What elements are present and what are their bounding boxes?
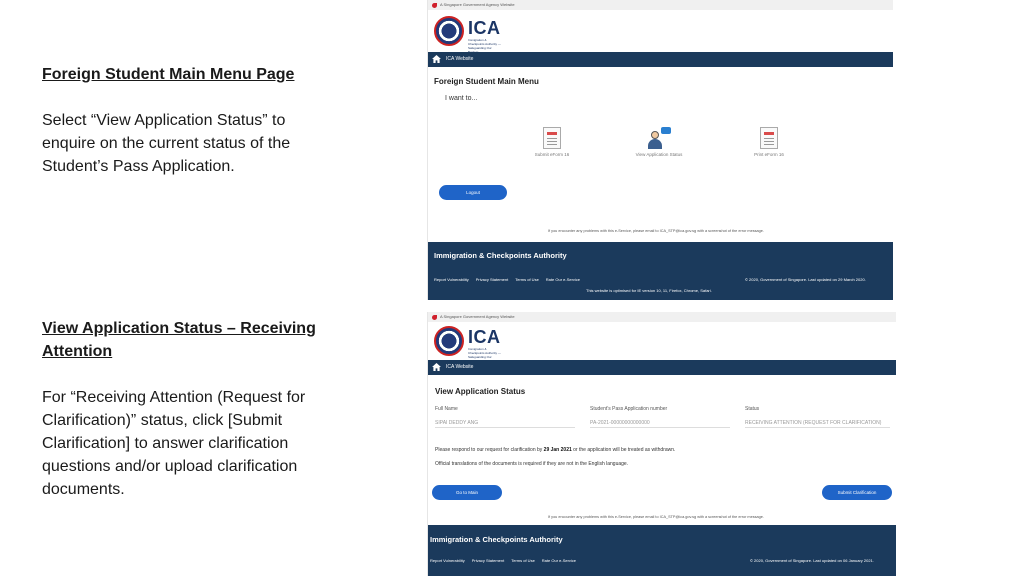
field-divider (590, 427, 730, 428)
translation-notice: Official translations of the documents is required if they are not in the English language. (435, 461, 629, 467)
status-label: Status (745, 406, 760, 412)
logout-button[interactable]: Logout (439, 185, 507, 200)
footer-title: Immigration & Checkpoints Authority (430, 535, 563, 544)
clarification-notice (435, 447, 675, 453)
page-title: View Application Status (435, 387, 526, 396)
report-vulnerability-link[interactable]: Report Vulnerability (430, 558, 465, 563)
terms-of-use-link[interactable]: Terms of Use (515, 277, 539, 282)
report-vulnerability-link[interactable]: Report Vulnerability (434, 277, 469, 282)
i-want-prompt: I want to... (445, 95, 478, 102)
footer-links (430, 558, 576, 563)
field-divider (435, 427, 575, 428)
caption-heading: Foreign Student Main Menu Page (42, 66, 295, 83)
privacy-statement-link[interactable]: Privacy Statement (471, 558, 505, 563)
logo-row (428, 322, 896, 360)
browser-note: This website is optimised for IE version 10, 11, Firefox, Chrome, Safari. (586, 288, 712, 293)
ica-logo-text[interactable]: ICA (468, 327, 501, 347)
footer-title: Immigration & Checkpoints Authority (434, 251, 567, 260)
application-number-value: PA-2021-00000000000000 (590, 420, 650, 426)
nav-bar (428, 52, 893, 67)
gov-banner-text: A Singapore Government Agency Website (440, 2, 515, 7)
site-footer (428, 242, 893, 300)
gov-banner (428, 0, 893, 10)
option-label: Submit eForm 16 (534, 152, 570, 157)
crest-icon (434, 326, 464, 356)
rate-eservice-link[interactable]: Rate Our e-Service (545, 277, 581, 282)
home-icon[interactable] (432, 363, 441, 371)
help-note: If you encounter any problems with this e-Service, please email to ICA_STP@ica.gov.sg with a screenshot of the error message. (548, 229, 764, 233)
crest-icon (434, 16, 464, 46)
page-title: Foreign Student Main Menu (434, 77, 539, 86)
notice-prefix: Please respond to our request for clarification by (435, 447, 544, 453)
ica-logo-tagline: Immigration & Checkpoints Authority — Safeguarding Our (468, 38, 501, 50)
caption-body: Select “View Application Status” to enquire on the current status of the Student’s Pass Application. (42, 112, 291, 175)
gov-banner (428, 312, 896, 322)
view-status-content (428, 375, 896, 530)
caption-heading: View Application Status – Receiving Attention (42, 320, 316, 360)
nav-bar (428, 360, 896, 375)
option-label: View Application Status (635, 152, 683, 157)
caption-body: For “Receiving Attention (Request for Clarification)” status, click [Submit Clarification] to answer clarification questions and/or upload clarification documents. (42, 389, 306, 498)
logo-row (428, 10, 893, 52)
status-value: RECEIVING ATTENTION (REQUEST FOR CLARIFICATION) (745, 420, 882, 426)
footer-links (434, 277, 580, 282)
full-name-value: SIPAI DEDDY ANG (435, 420, 479, 426)
go-to-main-button[interactable]: Go to Main (432, 485, 502, 500)
view-status-option[interactable] (624, 127, 694, 157)
privacy-statement-link[interactable]: Privacy Statement (475, 277, 509, 282)
ica-logo-tagline: Immigration & Checkpoints Authority — Safeguarding Our (468, 347, 501, 359)
terms-of-use-link[interactable]: Terms of Use (511, 558, 535, 563)
option-label: Print eForm 16 (754, 152, 784, 157)
application-number-label: Student’s Pass Application number (590, 406, 668, 412)
ica-website-link[interactable]: ICA Website (446, 56, 474, 62)
submit-clarification-button[interactable]: Submit Clarification (822, 485, 892, 500)
rate-eservice-link[interactable]: Rate Our e-Service (541, 558, 577, 563)
print-eform-option[interactable] (734, 127, 804, 157)
site-footer (428, 525, 896, 576)
footer-copyright: © 2020, Government of Singapore. Last updated on 29 March 2020. (745, 277, 866, 282)
full-name-label: Full Name (435, 406, 458, 412)
view-status-screenshot (427, 312, 896, 576)
document-icon (760, 127, 778, 149)
notice-deadline: 29 Jan 2021 (543, 447, 572, 453)
document-icon (543, 127, 561, 149)
ica-website-link[interactable]: ICA Website (446, 364, 474, 370)
caption-main-menu (42, 63, 332, 178)
gov-banner-text: A Singapore Government Agency Website (440, 314, 515, 319)
submit-eform-option[interactable] (517, 127, 587, 157)
footer-copyright: © 2020, Government of Singapore. Last updated on 06 January 2021. (750, 558, 874, 563)
ica-logo-text[interactable]: ICA (468, 18, 501, 38)
help-note: If you encounter any problems with this e-Service, please email to ICA_STP@ica.gov.sg with a screenshot of the error message. (548, 515, 764, 519)
caption-view-status (42, 317, 332, 501)
home-icon[interactable] (432, 55, 441, 63)
field-divider (745, 427, 890, 428)
person-chat-icon (647, 127, 671, 149)
notice-suffix: or the application will be treated as withdrawn. (571, 447, 676, 453)
main-menu-screenshot (427, 0, 893, 300)
lion-head-icon (432, 3, 437, 8)
lion-head-icon (432, 315, 437, 320)
